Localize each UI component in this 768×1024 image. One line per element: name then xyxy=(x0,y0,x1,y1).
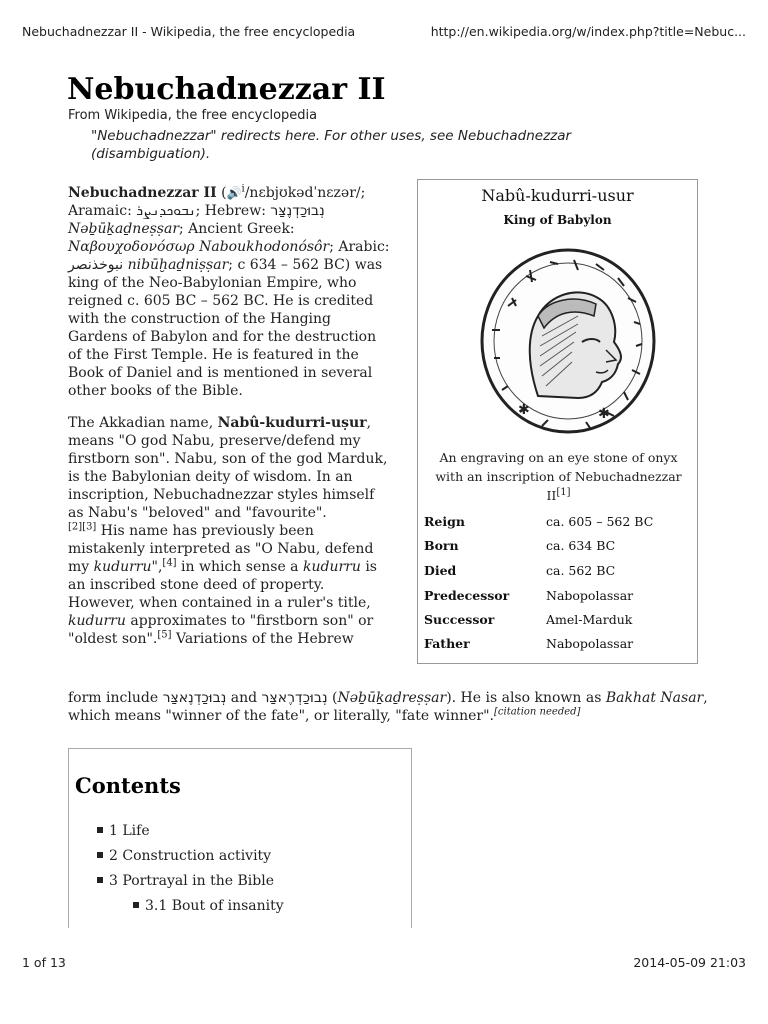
page-title: Nebuchadnezzar II xyxy=(67,72,386,107)
infobox-subtitle: King of Babylon xyxy=(503,213,612,227)
infobox-row-successor xyxy=(424,612,694,634)
text: in which sense a xyxy=(176,559,303,575)
info-superscript[interactable]: i xyxy=(241,183,245,195)
text: , means "O god Nabu, preserve/defend my firstborn son". Nabu, son of the god Marduk, is the Babylonian deity of wisdom. In an inscription, Nebuchadnezzar styles himself as Nabu's "beloved" and "favourite". xyxy=(68,415,388,521)
hebrew-text: נְבוּכַדְרֶאצַּר xyxy=(261,690,328,706)
text: approximates to "firstborn son" or "oldest son". xyxy=(68,613,374,647)
print-footer xyxy=(22,955,746,975)
toc-item[interactable] xyxy=(97,848,271,864)
citation-needed[interactable] xyxy=(494,706,580,717)
site-sub: From Wikipedia, the free encyclopedia xyxy=(68,108,318,123)
italic-term: Bakhat Nasar xyxy=(605,690,704,706)
toc-item[interactable] xyxy=(97,823,150,839)
lead-paragraph-2 xyxy=(68,414,394,648)
infobox-caption-text: An engraving on an eye stone of onyx with an inscription of Nebuchadnezzar II xyxy=(435,450,682,503)
toc-item-label: 3.1 Bout of insanity xyxy=(145,898,284,914)
text: is an inscribed stone deed of property. However, when contained in a ruler's title, xyxy=(68,559,377,611)
infobox-label: Predecessor xyxy=(424,588,510,603)
print-datetime: 2014-05-09 21:03 xyxy=(633,955,746,970)
toc-item[interactable] xyxy=(97,873,274,889)
infobox-label: Born xyxy=(424,538,459,553)
arabic-text: نبوخذنصر xyxy=(68,257,124,273)
text: and xyxy=(226,690,262,706)
greek-label: ; Ancient Greek: xyxy=(179,221,295,237)
text: ", xyxy=(151,559,163,575)
toc-item-label: 3 Portrayal in the Bible xyxy=(109,873,274,889)
infobox-value: ca. 605 – 562 BC xyxy=(546,514,654,529)
bullet-icon xyxy=(97,877,103,883)
hatnote: "Nebuchadnezzar" redirects here. For other uses, see Nebuchadnezzar (disambiguation). xyxy=(91,128,572,162)
successor-link[interactable]: Amel-Marduk xyxy=(546,612,633,627)
akkadian-name: Nabû-kudurri-uṣur xyxy=(217,415,367,431)
svg-text:✱: ✱ xyxy=(518,402,530,418)
text: , which means "winner of the fate", or literally, "fate winner". xyxy=(68,690,708,724)
print-header-title: Nebuchadnezzar II - Wikipedia, the free encyclopedia xyxy=(22,24,356,39)
hebrew-label: ; Hebrew: xyxy=(195,203,271,219)
coin-engraving-image xyxy=(478,246,658,436)
infobox-value: ca. 562 BC xyxy=(546,563,616,578)
infobox-row-reign xyxy=(424,514,694,536)
print-header-url: http://en.wikipedia.org/w/index.php?title=Nebuc... xyxy=(430,24,746,39)
toc-item[interactable] xyxy=(133,898,284,914)
predecessor-link[interactable]: Nabopolassar xyxy=(546,588,634,603)
infobox-caption xyxy=(424,448,693,505)
infobox-row-born xyxy=(424,538,694,560)
text: ). He is also known as xyxy=(446,690,606,706)
hebrew-transliteration: Nəḇūḵaḏreṣṣar xyxy=(337,690,447,706)
reference-link[interactable]: [5] xyxy=(157,629,172,641)
italic-term: kudurru xyxy=(302,559,361,575)
citation-needed-text: [citation needed] xyxy=(494,706,581,718)
arabic-label: ; Arabic: xyxy=(329,239,390,255)
text: ( xyxy=(216,185,227,201)
italic-term: kudurru xyxy=(68,613,126,629)
page-number: 1 of 13 xyxy=(22,955,66,970)
article-name: Nebuchadnezzar II xyxy=(68,185,217,201)
table-of-contents xyxy=(68,748,412,928)
toc-item-label: 2 Construction activity xyxy=(109,848,272,864)
infobox xyxy=(417,179,698,664)
infobox-row-predecessor xyxy=(424,588,694,610)
aramaic-label: Aramaic: xyxy=(68,203,137,219)
speaker-icon[interactable]: 🔊 xyxy=(226,186,242,200)
lead-paragraph-1 xyxy=(68,184,394,400)
hebrew-transliteration: Nəḇūḵaḏneṣṣar xyxy=(68,221,180,237)
infobox-label: Reign xyxy=(424,514,465,529)
reference-link[interactable]: [4] xyxy=(162,557,177,569)
bullet-icon xyxy=(133,902,139,908)
svg-text:✱: ✱ xyxy=(598,406,610,422)
ipa-pronunciation: /nɛbjʊkədˈnɛzər/; xyxy=(244,185,366,201)
text: The Akkadian name, xyxy=(68,415,218,431)
toc-title: Contents xyxy=(75,773,181,798)
text: His name has previously been mistakenly interpreted as "O Nabu, defend my xyxy=(68,523,374,575)
infobox-row-father xyxy=(424,636,694,658)
arabic-transliteration: nibūḫaḏniṣṣar xyxy=(127,257,229,273)
infobox-label: Successor xyxy=(424,612,495,627)
text: ( xyxy=(327,690,338,706)
aramaic-text: ܢܒܘܟܕܢܨܪ xyxy=(136,203,196,219)
reference-link[interactable]: [1] xyxy=(556,486,571,498)
text: Variations of the Hebrew xyxy=(171,631,354,647)
infobox-image[interactable] xyxy=(478,246,658,436)
hebrew-text: נְבוּכַדְנֶצַּר xyxy=(270,203,325,219)
lead-rest: ; c 634 – 562 BC) was king of the Neo-Babylonian Empire, who reigned c. 605 BC – 562 BC. He is credited with the construction of the Hanging Gardens of Babylon and for the destruction of the First Temple. He is featured in the Book of Daniel and is mentioned in several other books of the Bible. xyxy=(68,257,383,399)
text: form include xyxy=(68,690,163,706)
bullet-icon xyxy=(97,827,103,833)
father-link[interactable]: Nabopolassar xyxy=(546,636,634,651)
print-header xyxy=(22,24,746,44)
toc-item-label: 1 Life xyxy=(109,823,150,839)
lead-section xyxy=(68,184,394,662)
reference-link[interactable]: [2][3] xyxy=(68,521,97,533)
infobox-label: Father xyxy=(424,636,470,651)
greek-text: Ναβουχοδονόσωρ Naboukhodonósôr xyxy=(68,239,330,255)
infobox-title: Nabû-kudurri-usur xyxy=(481,186,634,205)
infobox-label: Died xyxy=(424,563,457,578)
italic-term: kudurru xyxy=(93,559,152,575)
infobox-value: ca. 634 BC xyxy=(546,538,616,553)
infobox-row-died xyxy=(424,563,694,585)
lead-paragraph-2-continued xyxy=(68,689,708,725)
bullet-icon xyxy=(97,852,103,858)
hebrew-text: נְבוּכַדְנֶאצַּר xyxy=(162,690,227,706)
